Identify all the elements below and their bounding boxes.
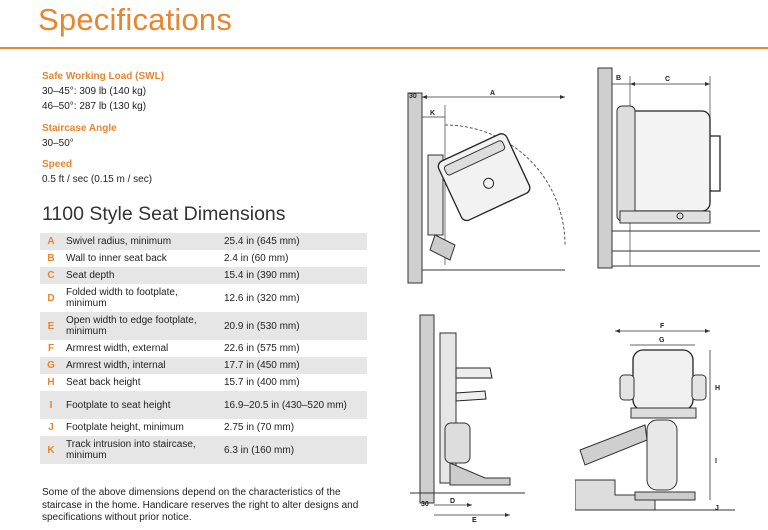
row-letter: F xyxy=(47,343,55,354)
row-value: 6.3 in (160 mm) xyxy=(220,436,367,464)
row-value: 20.9 in (530 mm) xyxy=(220,312,367,340)
row-label: Footplate to seat height xyxy=(62,391,220,419)
row-value: 2.75 in (70 mm) xyxy=(224,422,295,433)
table-row xyxy=(40,284,367,312)
table-row xyxy=(40,340,367,357)
row-label: Open width to edge footplate, minimum xyxy=(62,312,220,340)
row-label: Footplate height, minimum xyxy=(66,422,184,433)
dimension-e-label: E xyxy=(472,517,477,523)
table-row xyxy=(40,312,367,340)
row-value: 15.7 in (400 mm) xyxy=(224,377,300,388)
dimension-j-label: J xyxy=(715,505,719,512)
dimensions-title: 1100 Style Seat Dimensions xyxy=(42,203,286,225)
row-letter: G xyxy=(40,357,62,374)
swl-label: Safe Working Load (SWL) xyxy=(42,71,165,82)
row-letter: C xyxy=(40,267,62,284)
dimension-c-label: C xyxy=(665,76,671,83)
row-letter: K xyxy=(40,436,62,464)
row-label: Wall to inner seat back xyxy=(66,253,167,264)
table-row xyxy=(40,419,367,436)
row-value: 15.4 in (390 mm) xyxy=(220,267,367,284)
row-letter: B xyxy=(47,253,55,264)
row-value: 22.6 in (575 mm) xyxy=(224,343,300,354)
dimension-f-label: F xyxy=(660,323,665,330)
swivel-diagram xyxy=(405,85,575,285)
angle-label: Staircase Angle xyxy=(42,123,117,134)
wall-thickness-label: 30 xyxy=(409,93,417,100)
row-letter: H xyxy=(47,377,55,388)
table-row xyxy=(40,436,367,464)
dimension-d-label: D xyxy=(450,498,456,505)
speed-value: 0.5 ft / sec (0.15 m / sec) xyxy=(42,174,153,185)
row-letter: E xyxy=(40,312,62,340)
row-label: Armrest width, internal xyxy=(62,357,220,374)
row-value: 12.6 in (320 mm) xyxy=(224,292,300,304)
dimensions-table xyxy=(40,233,367,464)
row-label: Folded width to footplate, minimum xyxy=(66,287,178,309)
table-row xyxy=(40,267,367,284)
row-letter: D xyxy=(47,292,55,304)
swl-value-1: 30–45°: 309 lb (140 kg) xyxy=(42,86,147,97)
angle-value: 30–50° xyxy=(42,138,74,149)
wall-thickness-label: 30 xyxy=(421,501,429,508)
speed-label: Speed xyxy=(42,159,73,170)
row-letter: I xyxy=(40,391,62,419)
row-label: Seat back height xyxy=(66,377,141,388)
row-label: Seat depth xyxy=(62,267,220,284)
row-value: 16.9–20.5 in (430–520 mm) xyxy=(220,391,367,419)
row-letter: A xyxy=(40,233,62,250)
row-value: 25.4 in (645 mm) xyxy=(220,233,367,250)
top-view-diagram xyxy=(595,66,765,286)
title-rule xyxy=(0,47,768,49)
dimension-b-label: B xyxy=(616,75,622,82)
dimension-k-label: K xyxy=(430,110,436,117)
footnote: Some of the above dimensions depend on the characteristics of the staircase in the home. Handicare reserves the right to alter designs and specifications without prior notice. xyxy=(42,487,359,523)
dimension-i-label: I xyxy=(715,458,717,465)
table-row xyxy=(40,357,367,374)
table-row xyxy=(40,391,367,419)
row-value: 17.7 in (450 mm) xyxy=(220,357,367,374)
row-letter: J xyxy=(48,422,54,433)
row-label: Swivel radius, minimum xyxy=(62,233,220,250)
dimension-h-label: H xyxy=(715,385,721,392)
table-row xyxy=(40,233,367,250)
folded-side-diagram xyxy=(410,313,525,523)
table-row xyxy=(40,374,367,391)
dimension-a-label: A xyxy=(490,90,496,97)
row-label: Armrest width, external xyxy=(66,343,169,354)
row-value: 2.4 in (60 mm) xyxy=(224,253,289,264)
row-label: Track intrusion into staircase, minimum xyxy=(62,436,220,464)
front-view-diagram xyxy=(575,320,765,525)
table-row xyxy=(40,250,367,267)
dimension-g-label: G xyxy=(659,337,665,344)
swl-value-2: 46–50°: 287 lb (130 kg) xyxy=(42,101,147,112)
page-title: Specifications xyxy=(38,2,233,37)
